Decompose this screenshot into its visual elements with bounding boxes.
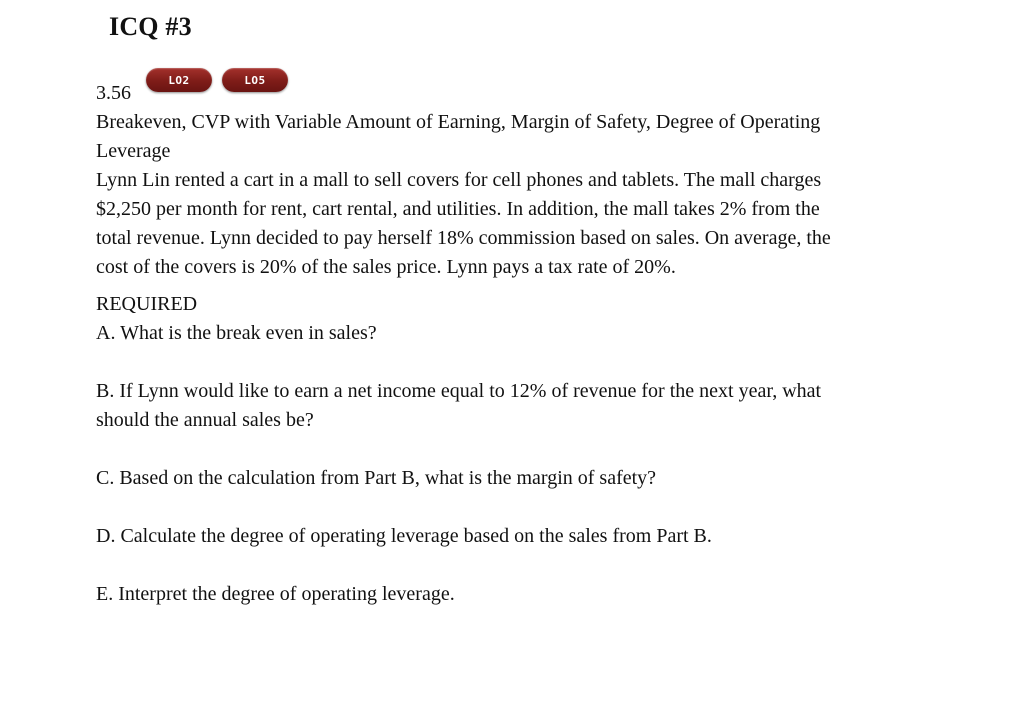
question-b (96, 377, 821, 435)
heading-line: Breakeven, CVP with Variable Amount of Earning, Margin of Safety, Degree of Operating (96, 111, 821, 133)
question-line: E. Interpret the degree of operating leverage. (96, 583, 455, 605)
problem-description (96, 166, 831, 282)
page-title: ICQ #3 (109, 12, 192, 41)
description-line: $2,250 per month for rent, cart rental, and utilities. In addition, the mall takes 2% from the (96, 198, 820, 220)
question-line: A. What is the break even in sales? (96, 322, 377, 344)
question-line: B. If Lynn would like to earn a net income equal to 12% of revenue for the next year, what (96, 380, 822, 402)
question-c (96, 464, 656, 493)
description-line: Lynn Lin rented a cart in a mall to sell covers for cell phones and tablets. The mall charges (96, 169, 822, 191)
problem-heading (96, 108, 820, 166)
required-label: REQUIRED (96, 293, 198, 315)
question-line: should the annual sales be? (96, 409, 314, 431)
tag-lo5: LO5 (222, 68, 288, 92)
learning-objective-tags (146, 68, 288, 92)
question-line: D. Calculate the degree of operating leverage based on the sales from Part B. (96, 525, 712, 547)
tag-lo2: LO2 (146, 68, 212, 92)
question-a (96, 319, 377, 348)
heading-line: Leverage (96, 140, 171, 162)
question-d (96, 522, 712, 551)
question-line: C. Based on the calculation from Part B, what is the margin of safety? (96, 467, 657, 489)
question-e (96, 580, 455, 609)
problem-number: 3.56 (96, 82, 131, 104)
description-line: cost of the covers is 20% of the sales price. Lynn pays a tax rate of 20%. (96, 256, 676, 278)
description-line: total revenue. Lynn decided to pay herself 18% commission based on sales. On average, the (96, 227, 831, 249)
